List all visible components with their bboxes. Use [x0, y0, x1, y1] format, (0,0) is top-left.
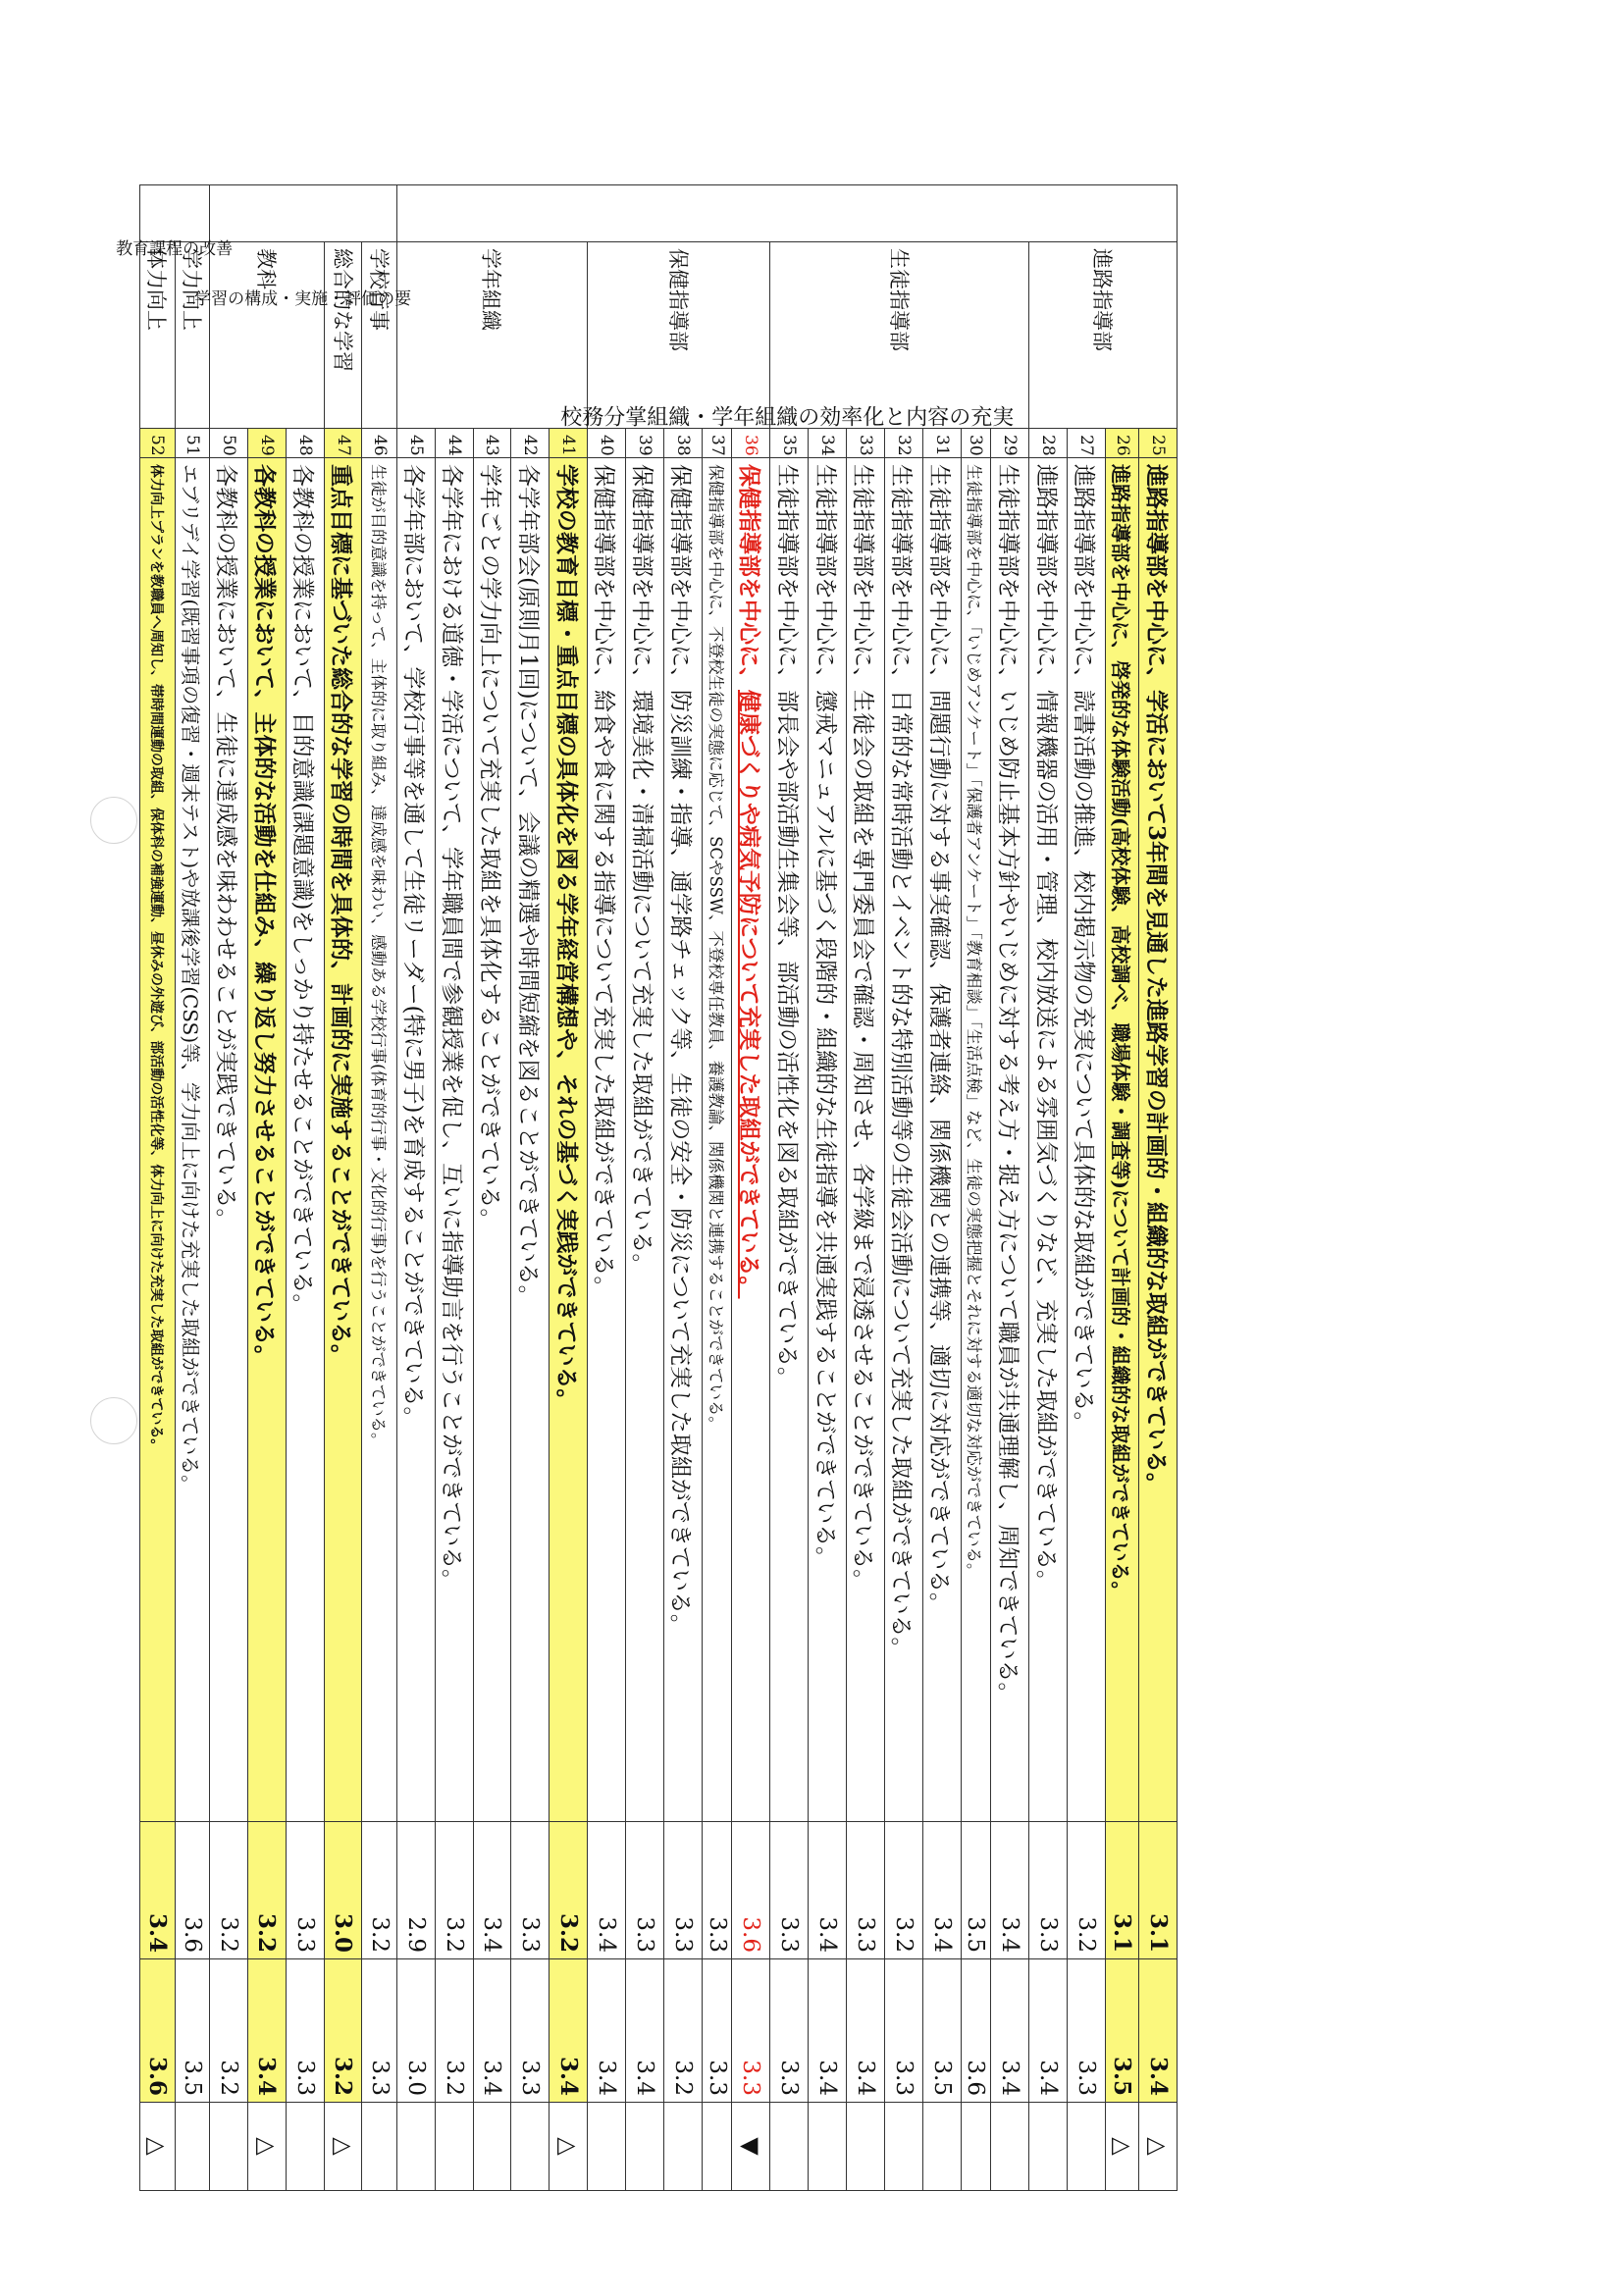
- value-curr: 3.2: [435, 1959, 473, 2103]
- item-text: 各教科の授業において、主体的な活動を仕組み、繰り返し努力させることができている。: [247, 458, 286, 1822]
- item-text: 各学年部会(原則月1回)について、会議の精選や時間短縮を図ることができている。: [511, 458, 550, 1822]
- item-text: 生徒指導部を中心に、懲戒マニュアルに基づく段階的・組織的な生徒指導を共通実践することができている。: [809, 458, 847, 1822]
- table-row: 33 生徒指導部を中心に、生徒会の取組を専門委員会で確認・周知させ、各学級まで浸透させることができている。 3.3 3.4: [846, 185, 884, 2191]
- value-curr: 3.0: [396, 1959, 435, 2103]
- table-row: 34 生徒指導部を中心に、懲戒マニュアルに基づく段階的・組織的な生徒指導を共通実践することができている。 3.4 3.4: [809, 185, 847, 2191]
- table-row: 42 各学年部会(原則月1回)について、会議の精選や時間短縮を図ることができている。 3.3 3.3: [511, 185, 550, 2191]
- value-prev: 3.3: [286, 1822, 324, 1959]
- change-mark: [473, 2103, 511, 2191]
- change-mark: △: [324, 2103, 362, 2191]
- item-text: 保健指導部を中心に、健康づくりや病気予防について充実した取組ができている。: [732, 458, 770, 1822]
- change-mark: [1029, 2103, 1068, 2191]
- change-mark: [286, 2103, 324, 2191]
- table-row: 教育課程の改善 学力向上 51 エブリデイ学習(既習事項の復習・週末テスト)や放課後学習(CSS)等、学力向上に向けた充実した取組ができている。 3.6 3.5: [175, 185, 209, 2191]
- item-text: 進路指導部を中心に、読書活動の推進、校内掲示物の充実について具体的な取組ができている。: [1068, 458, 1106, 1822]
- table-row: 27 進路指導部を中心に、読書活動の推進、校内掲示物の充実について具体的な取組ができている。 3.2 3.3: [1068, 185, 1106, 2191]
- change-mark: [884, 2103, 922, 2191]
- table-row: 50 各教科の授業において、生徒に達成感を味わわせることが実践できている。 3.2 3.2: [210, 185, 248, 2191]
- item-text: エブリデイ学習(既習事項の復習・週末テスト)や放課後学習(CSS)等、学力向上に向けた充実した取組ができている。: [175, 458, 209, 1822]
- item-text: 体力向上プランを教職員へ周知し、帯時間運動の取組、保体科の補強運動、昼休みの外遊び、部活動の活性化等、体力向上に向けた充実した取組ができている。: [140, 458, 176, 1822]
- table-row: 学習の構成・実施・評価の要 学校行事 46 生徒が目的意識を持って、主体的に取り組み、達成感を味わい、感動ある学校行事(体育的行事・文化的行事)を行うことができている。 3.2 3.3: [362, 185, 396, 2191]
- value-prev: 3.4: [809, 1822, 847, 1959]
- punch-hole-bottom: [90, 1397, 137, 1444]
- value-prev: 3.2: [435, 1822, 473, 1959]
- value-prev: 3.0: [324, 1822, 362, 1959]
- value-prev: 3.2: [362, 1822, 396, 1959]
- value-prev: 3.3: [846, 1822, 884, 1959]
- value-prev: 3.2: [247, 1822, 286, 1959]
- sub-category-shinro: 進路指導部: [1029, 242, 1178, 429]
- value-curr: 3.4: [625, 1959, 663, 2103]
- table-row: 31 生徒指導部を中心に、問題行動に対する事実確認、保護者連絡、関係機関との連携等、適切に対応ができている。 3.4 3.5: [922, 185, 961, 2191]
- table-row: 45 各学年部において、学校行事等を通して生徒リーダー(特に男子)を育成することができている。 2.9 3.0: [396, 185, 435, 2191]
- change-mark: [588, 2103, 626, 2191]
- value-prev: 3.3: [511, 1822, 550, 1959]
- table-row: 保健指導部 36 保健指導部を中心に、健康づくりや病気予防について充実した取組ができている。 3.6 3.3 ▼: [732, 185, 770, 2191]
- table-row: 学年組織 41 学校の教育目標・重点目標の具体化を図る学年経営構想や、それの基づく実践ができている。 3.2 3.4 △: [550, 185, 588, 2191]
- table-row: 生徒指導部 29 生徒指導部を中心に、いじめ防止基本方針やいじめに対する考え方・捉え方について職員が共通理解し、周知できている。 3.4 3.4: [991, 185, 1029, 2191]
- sub-category-gakunen: 学年組織: [396, 242, 587, 429]
- change-mark: [362, 2103, 396, 2191]
- value-curr: 3.5: [922, 1959, 961, 2103]
- table-row: 体力向上 52 体力向上プランを教職員へ周知し、帯時間運動の取組、保体科の補強運動、昼休みの外遊び、部活動の活性化等、体力向上に向けた充実した取組ができている。 3.4 3.6 △: [140, 185, 176, 2191]
- item-text: 各教科の授業において、生徒に達成感を味わわせることが実践できている。: [210, 458, 248, 1822]
- change-mark: △: [1105, 2103, 1138, 2191]
- item-text: 重点目標に基づいた総合的な学習の時間を具体的、計画的に実施することができている。: [324, 458, 362, 1822]
- table-row: 49 各教科の授業において、主体的な活動を仕組み、繰り返し努力させることができている。 3.2 3.4 △: [247, 185, 286, 2191]
- value-curr: 3.2: [324, 1959, 362, 2103]
- value-prev: 3.1: [1139, 1822, 1178, 1959]
- punch-hole-top: [90, 797, 137, 844]
- item-text: 各学年部において、学校行事等を通して生徒リーダー(特に男子)を育成することができている。: [396, 458, 435, 1822]
- table-row: 30 生徒指導部を中心に、「いじめアンケート」「保護者アンケート」「教育相談」「生活点検」など、生徒の実態把握とそれに対する適切な対応ができている。 3.5 3.6: [961, 185, 991, 2191]
- change-mark: △: [247, 2103, 286, 2191]
- table-row: 26 進路指導部を中心に、啓発的な体験活動(高校体験、高校調べ、職場体験・調査等)について計画的・組織的な取組ができている。 3.1 3.5 △: [1105, 185, 1138, 2191]
- value-curr: 3.6: [140, 1959, 176, 2103]
- value-prev: 3.3: [770, 1822, 809, 1959]
- item-text: 生徒指導部を中心に、「いじめアンケート」「保護者アンケート」「教育相談」「生活点検」など、生徒の実態把握とそれに対する適切な対応ができている。: [961, 458, 991, 1822]
- value-curr: 3.4: [846, 1959, 884, 2103]
- table-row: 32 生徒指導部を中心に、日常的な常時活動とイベント的な特別活動等の生徒会活動について充実した取組ができている。 3.2 3.3: [884, 185, 922, 2191]
- value-prev: 3.3: [625, 1822, 663, 1959]
- value-prev: 3.4: [140, 1822, 176, 1959]
- sub-category-sougou: 総合的な学習: [324, 242, 362, 429]
- table-row: 校務分掌組織・学年組織の効率化と内容の充実 進路指導部 25 進路指導部を中心に、学活において3年間を見通した進路学習の計画的・組織的な取組ができている。 3.1 3.4 △: [1139, 185, 1178, 2191]
- value-curr: 3.4: [1029, 1959, 1068, 2103]
- value-curr: 3.3: [884, 1959, 922, 2103]
- table-row: 35 生徒指導部を中心に、部長会や部活動生集会等、部活動の活性化を図る取組ができている。 3.3 3.3: [770, 185, 809, 2191]
- change-mark: [625, 2103, 663, 2191]
- value-curr: 3.2: [663, 1959, 702, 2103]
- evaluation-table: [116, 184, 1178, 2191]
- value-prev: 3.5: [961, 1822, 991, 1959]
- item-text: 学校の教育目標・重点目標の具体化を図る学年経営構想や、それの基づく実践ができている。: [550, 458, 588, 1822]
- change-mark: ▼: [732, 2103, 770, 2191]
- item-text: 保健指導部を中心に、環境美化・清掃活動について充実した取組ができている。: [625, 458, 663, 1822]
- item-text: 生徒が目的意識を持って、主体的に取り組み、達成感を味わい、感動ある学校行事(体育的行事・文化的行事)を行うことができている。: [362, 458, 396, 1822]
- value-curr: 3.4: [1139, 1959, 1178, 2103]
- change-mark: [175, 2103, 209, 2191]
- value-curr: 3.4: [473, 1959, 511, 2103]
- value-prev: 3.6: [732, 1822, 770, 1959]
- change-mark: [991, 2103, 1029, 2191]
- value-curr: 3.4: [588, 1959, 626, 2103]
- sub-category-hoken: 保健指導部: [588, 242, 770, 429]
- item-text: 保健指導部を中心に、防災訓練・指導、通学路チェック等、生徒の安全・防災について充実した取組ができている。: [663, 458, 702, 1822]
- table-row: 教科 48 各教科の授業において、目的意識(課題意識)をしっかり持たせることができている。 3.3 3.3: [286, 185, 324, 2191]
- value-prev: 3.4: [991, 1822, 1029, 1959]
- main-category-a: 校務分掌組織・学年組織の効率化と内容の充実: [396, 185, 1177, 242]
- change-mark: △: [550, 2103, 588, 2191]
- value-prev: 3.6: [175, 1822, 209, 1959]
- item-text: 生徒指導部を中心に、いじめ防止基本方針やいじめに対する考え方・捉え方について職員が共通理解し、周知できている。: [991, 458, 1029, 1822]
- value-prev: 3.4: [473, 1822, 511, 1959]
- item-text: 生徒指導部を中心に、部長会や部活動生集会等、部活動の活性化を図る取組ができている。: [770, 458, 809, 1822]
- value-prev: 3.2: [550, 1822, 588, 1959]
- table-row: 40 保健指導部を中心に、給食や食に関する指導について充実した取組ができている。 3.4 3.4: [588, 185, 626, 2191]
- item-text: 進路指導部を中心に、学活において3年間を見通した進路学習の計画的・組織的な取組ができている。: [1139, 458, 1178, 1822]
- value-curr: 3.4: [247, 1959, 286, 2103]
- value-curr: 3.3: [511, 1959, 550, 2103]
- change-mark: [210, 2103, 248, 2191]
- value-prev: 3.3: [663, 1822, 702, 1959]
- change-mark: [770, 2103, 809, 2191]
- table-row: 39 保健指導部を中心に、環境美化・清掃活動について充実した取組ができている。 3.3 3.4: [625, 185, 663, 2191]
- sub-category-seito: 生徒指導部: [770, 242, 1029, 429]
- value-curr: 3.5: [175, 1959, 209, 2103]
- value-prev: 2.9: [396, 1822, 435, 1959]
- change-mark: [1068, 2103, 1106, 2191]
- value-curr: 3.3: [732, 1959, 770, 2103]
- value-curr: 3.3: [702, 1959, 732, 2103]
- change-mark: [396, 2103, 435, 2191]
- item-text: 各学年における道徳・学活について、学年職員間で参観授業を促し、互いに指導助言を行うことができている。: [435, 458, 473, 1822]
- change-mark: [702, 2103, 732, 2191]
- table-row: 44 各学年における道徳・学活について、学年職員間で参観授業を促し、互いに指導助言を行うことができている。 3.2 3.2: [435, 185, 473, 2191]
- item-text: 進路指導部を中心に、情報機器の活用・管理、校内放送による雰囲気づくりなど、充実した取組ができている。: [1029, 458, 1068, 1822]
- item-text: 学年ごとの学力向上について充実した取組を具体化することができている。: [473, 458, 511, 1822]
- item-text: 生徒指導部を中心に、問題行動に対する事実確認、保護者連絡、関係機関との連携等、適切に対応ができている。: [922, 458, 961, 1822]
- table-row: 43 学年ごとの学力向上について充実した取組を具体化することができている。 3.4 3.4: [473, 185, 511, 2191]
- value-curr: 3.5: [1105, 1959, 1138, 2103]
- value-curr: 3.4: [550, 1959, 588, 2103]
- change-mark: △: [1139, 2103, 1178, 2191]
- sub-category-tairyoku: 体力向上: [140, 242, 176, 429]
- value-curr: 3.4: [809, 1959, 847, 2103]
- change-mark: [809, 2103, 847, 2191]
- item-text: 進路指導部を中心に、啓発的な体験活動(高校体験、高校調べ、職場体験・調査等)について計画的・組織的な取組ができている。: [1105, 458, 1138, 1822]
- value-prev: 3.2: [884, 1822, 922, 1959]
- item-text: 生徒指導部を中心に、生徒会の取組を専門委員会で確認・周知させ、各学級まで浸透させることができている。: [846, 458, 884, 1822]
- value-curr: 3.3: [362, 1959, 396, 2103]
- change-mark: [922, 2103, 961, 2191]
- item-text: 保健指導部を中心に、不登校生徒の実態に応じて、SCやSSW、不登校専任教員、養護教諭、関係機関と連携することができている。: [702, 458, 732, 1822]
- item-text: 保健指導部を中心に、給食や食に関する指導について充実した取組ができている。: [588, 458, 626, 1822]
- sub-category-kyouka: 教科: [210, 242, 325, 429]
- change-mark: [511, 2103, 550, 2191]
- value-prev: 3.3: [702, 1822, 732, 1959]
- value-prev: 3.2: [1068, 1822, 1106, 1959]
- table-row: 37 保健指導部を中心に、不登校生徒の実態に応じて、SCやSSW、不登校専任教員、養護教諭、関係機関と連携することができている。 3.3 3.3: [702, 185, 732, 2191]
- change-mark: [435, 2103, 473, 2191]
- value-prev: 3.4: [588, 1822, 626, 1959]
- value-curr: 3.6: [961, 1959, 991, 2103]
- value-curr: 3.3: [1068, 1959, 1106, 2103]
- value-curr: 3.3: [770, 1959, 809, 2103]
- evaluation-sheet: [116, 184, 1178, 2190]
- value-prev: 3.3: [1029, 1822, 1068, 1959]
- change-mark: [663, 2103, 702, 2191]
- value-curr: 3.4: [991, 1959, 1029, 2103]
- table-row: 総合的な学習 47 重点目標に基づいた総合的な学習の時間を具体的、計画的に実施することができている。 3.0 3.2 △: [324, 185, 362, 2191]
- item-text: 生徒指導部を中心に、日常的な常時活動とイベント的な特別活動等の生徒会活動について充実した取組ができている。: [884, 458, 922, 1822]
- change-mark: [846, 2103, 884, 2191]
- value-prev: 3.2: [210, 1822, 248, 1959]
- item-text: 各教科の授業において、目的意識(課題意識)をしっかり持たせることができている。: [286, 458, 324, 1822]
- value-prev: 3.1: [1105, 1822, 1138, 1959]
- sub-category-gyoji: 学校行事: [362, 242, 396, 429]
- value-prev: 3.4: [922, 1822, 961, 1959]
- change-mark: △: [140, 2103, 176, 2191]
- table-row: 28 進路指導部を中心に、情報機器の活用・管理、校内放送による雰囲気づくりなど、充実した取組ができている。 3.3 3.4: [1029, 185, 1068, 2191]
- value-curr: 3.3: [286, 1959, 324, 2103]
- change-mark: [961, 2103, 991, 2191]
- main-category-b: 学習の構成・実施・評価の要: [210, 185, 397, 242]
- sub-category-gakuryoku: 学力向上: [175, 242, 209, 429]
- main-category-c: 教育課程の改善: [140, 185, 210, 242]
- value-curr: 3.2: [210, 1959, 248, 2103]
- table-row: 38 保健指導部を中心に、防災訓練・指導、通学路チェック等、生徒の安全・防災について充実した取組ができている。 3.3 3.2: [663, 185, 702, 2191]
